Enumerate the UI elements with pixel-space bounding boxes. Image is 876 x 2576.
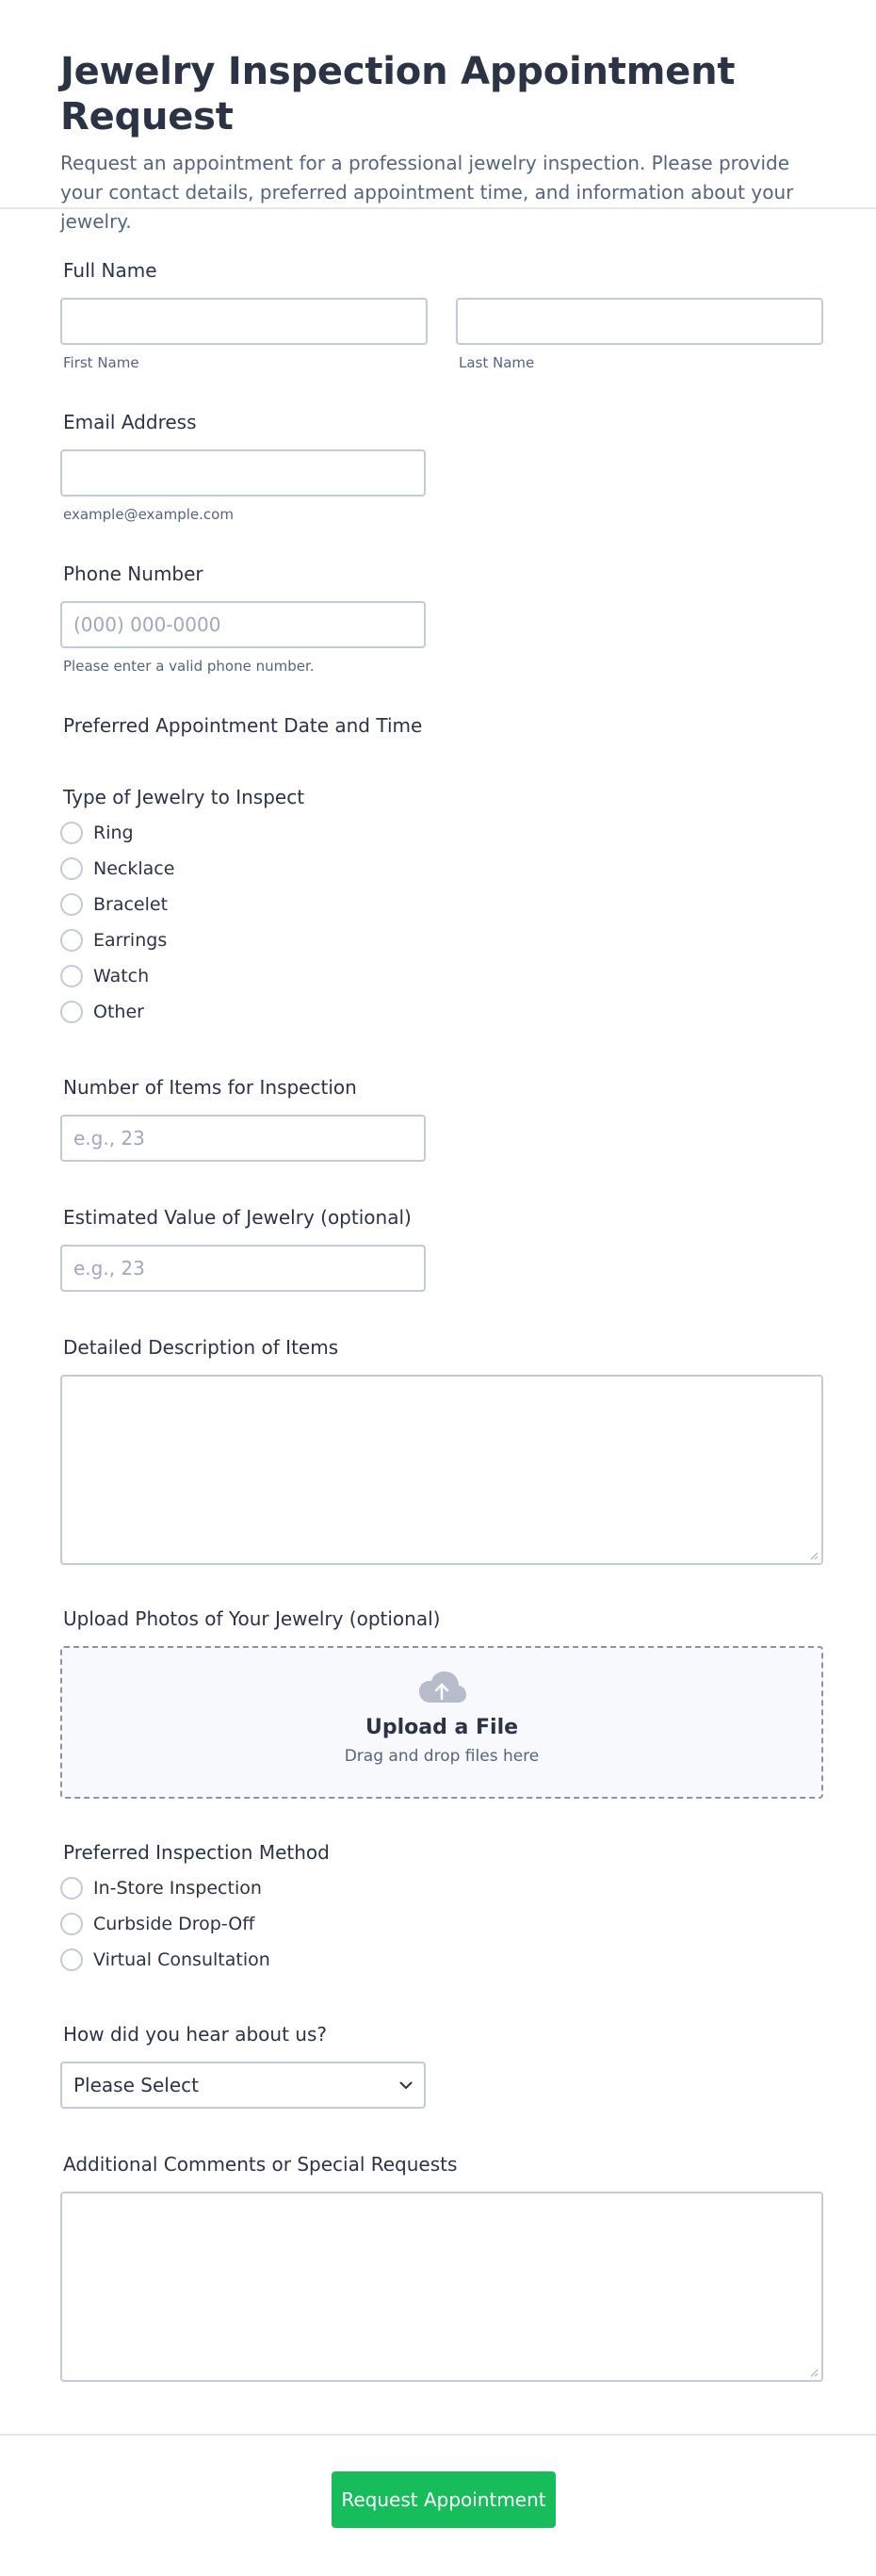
last-name-group [456, 298, 823, 371]
form-body [0, 258, 876, 2382]
inspection-method-label: Preferred Inspection Method [63, 1841, 330, 1864]
referral-selected-value: Please Select [73, 2074, 199, 2096]
radio-label: Ring [93, 823, 134, 843]
description-section [60, 1335, 816, 1565]
resize-grip-icon[interactable] [809, 2368, 819, 2377]
estimated-value-label: Estimated Value of Jewelry (optional) [63, 1206, 412, 1229]
radio-label: Other [93, 1002, 144, 1022]
referral-section [60, 2022, 816, 2109]
upload-label: Upload Photos of Your Jewelry (optional) [63, 1607, 441, 1630]
inspection-method-option-virtual[interactable] [60, 1942, 816, 1978]
phone-section [60, 562, 816, 675]
inspection-method-options [60, 1870, 816, 1978]
radio-label: Virtual Consultation [93, 1949, 270, 1970]
file-upload-dropzone[interactable] [60, 1646, 823, 1799]
description-label: Detailed Description of Items [63, 1336, 339, 1359]
full-name-label: Full Name [63, 259, 157, 282]
item-count-label: Number of Items for Inspection [63, 1076, 357, 1099]
radio-button[interactable] [60, 857, 83, 880]
resize-grip-icon[interactable] [809, 1551, 819, 1560]
phone-sublabel: Please enter a valid phone number. [63, 658, 315, 675]
full-name-section [60, 258, 816, 371]
phone-label: Phone Number [63, 562, 203, 585]
email-section [60, 410, 816, 523]
radio-label: Bracelet [93, 894, 169, 915]
upload-title: Upload a File [365, 1716, 519, 1739]
jewelry-type-options [60, 815, 816, 1030]
radio-label: Necklace [93, 858, 175, 879]
email-input[interactable] [60, 449, 426, 497]
radio-label: Curbside Drop-Off [93, 1914, 255, 1934]
inspection-method-option-curbside[interactable] [60, 1906, 816, 1942]
email-label: Email Address [63, 411, 197, 433]
inspection-method-option-in-store[interactable] [60, 1870, 816, 1906]
upload-section [60, 1606, 816, 1799]
chevron-down-icon [399, 2081, 413, 2090]
item-count-section [60, 1075, 816, 1162]
first-name-sublabel: First Name [63, 354, 139, 371]
appointment-label: Preferred Appointment Date and Time [63, 714, 423, 737]
item-count-input[interactable] [60, 1115, 426, 1162]
jewelry-type-label: Type of Jewelry to Inspect [63, 786, 305, 808]
form-subtitle: Request an appointment for a professional jewelry inspection. Please provide your contact details, preferred appointment time, and information about your jewelry. [60, 152, 794, 233]
estimated-value-input[interactable] [60, 1245, 426, 1292]
radio-button[interactable] [60, 822, 83, 844]
cloud-upload-icon [417, 1671, 466, 1708]
referral-select[interactable] [60, 2062, 426, 2109]
phone-input[interactable] [60, 601, 426, 648]
last-name-input[interactable] [456, 298, 823, 345]
estimated-value-section [60, 1205, 816, 1292]
last-name-sublabel: Last Name [459, 354, 535, 371]
jewelry-type-option-other[interactable] [60, 994, 816, 1030]
form-header [0, 0, 876, 233]
radio-button[interactable] [60, 965, 83, 987]
radio-label: Earrings [93, 930, 168, 951]
inspection-method-section [60, 1840, 816, 1978]
referral-label: How did you hear about us? [63, 2023, 327, 2046]
jewelry-type-option-earrings[interactable] [60, 922, 816, 958]
request-appointment-button[interactable]: Request Appointment [332, 2471, 556, 2528]
radio-label: In-Store Inspection [93, 1878, 262, 1899]
jewelry-type-option-necklace[interactable] [60, 851, 816, 887]
form-title: Jewelry Inspection Appointment Request [60, 50, 736, 139]
radio-button[interactable] [60, 1877, 83, 1899]
email-sublabel: example@example.com [63, 506, 234, 523]
description-textarea[interactable] [60, 1375, 823, 1565]
form-footer [0, 2434, 876, 2576]
comments-section [60, 2152, 816, 2382]
radio-button[interactable] [60, 1001, 83, 1023]
first-name-group [60, 298, 428, 371]
upload-subtitle: Drag and drop files here [344, 1747, 540, 1766]
appointment-section [60, 713, 816, 785]
radio-button[interactable] [60, 1948, 83, 1971]
jewelry-type-option-ring[interactable] [60, 815, 816, 851]
radio-label: Watch [93, 966, 150, 986]
first-name-input[interactable] [60, 298, 428, 345]
comments-label: Additional Comments or Special Requests [63, 2153, 458, 2176]
comments-textarea[interactable] [60, 2192, 823, 2382]
radio-button[interactable] [60, 893, 83, 916]
radio-button[interactable] [60, 929, 83, 952]
jewelry-type-section [60, 785, 816, 1030]
jewelry-type-option-watch[interactable] [60, 958, 816, 994]
radio-button[interactable] [60, 1913, 83, 1935]
jewelry-type-option-bracelet[interactable] [60, 887, 816, 922]
